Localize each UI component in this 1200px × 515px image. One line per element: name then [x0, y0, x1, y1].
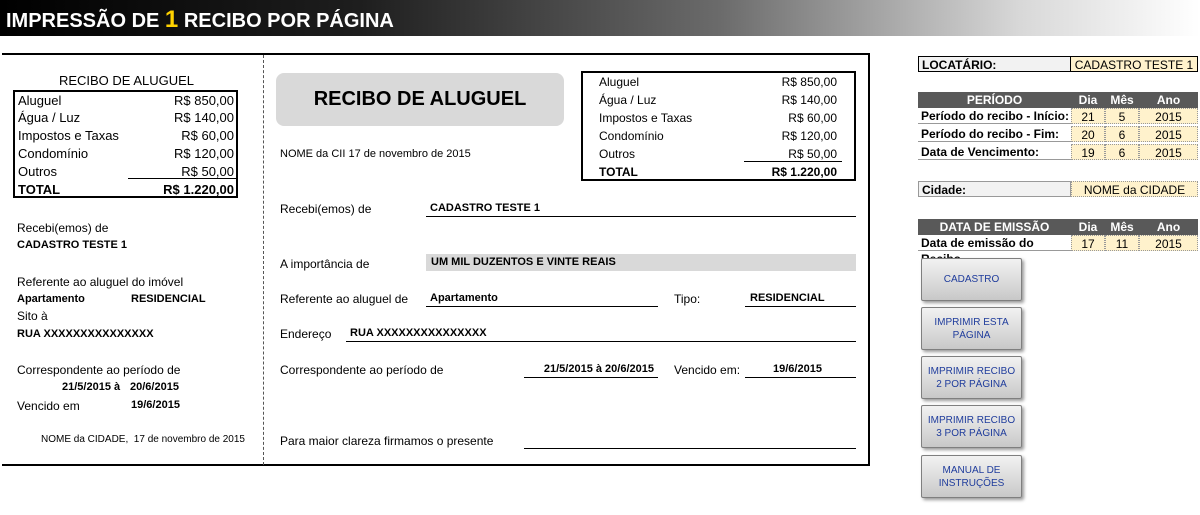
receipt-row: Outros R$ 50,00 — [599, 147, 837, 161]
due-year-input[interactable]: 2015 — [1139, 144, 1198, 160]
period-label: Correspondente ao período de — [280, 363, 444, 377]
page-header — [0, 0, 1200, 36]
start-label: Período do recibo - Início: — [918, 108, 1071, 124]
amount-words-field: UM MIL DUZENTOS E VINTE REAIS — [426, 254, 856, 271]
stub-located-label: Sito à — [17, 309, 48, 323]
end-month-input[interactable]: 6 — [1105, 126, 1139, 142]
receipt-row: Água / Luz R$ 140,00 — [599, 93, 837, 107]
receipt-total-row: TOTAL R$ 1.220,00 — [599, 165, 837, 179]
stub-due-label: Vencido em — [17, 399, 80, 413]
type-label: Tipo: — [674, 292, 701, 306]
receipt-sum-line — [744, 161, 842, 162]
stub-row: Outros R$ 50,00 — [18, 164, 234, 179]
due-day-input[interactable]: 19 — [1071, 144, 1105, 160]
emission-year-input[interactable]: 2015 — [1139, 235, 1198, 251]
city-input[interactable]: NOME da CIDADE — [1071, 181, 1198, 197]
period-col-month: Mês — [1105, 92, 1139, 108]
emission-month-input[interactable]: 11 — [1105, 235, 1139, 251]
stub-due-date: 19/6/2015 — [131, 399, 180, 411]
stub-total-row: TOTAL R$ 1.220,00 — [18, 182, 234, 197]
period-field: 21/5/2015 à 20/6/2015 — [524, 363, 658, 378]
amount-label: A importância de — [280, 257, 370, 271]
stub-row: Água / Luz R$ 140,00 — [18, 110, 234, 125]
receipt-city-date: NOME da CII 17 de novembro de 2015 — [280, 148, 471, 160]
signature-line — [524, 433, 856, 449]
print-3-per-page-button[interactable]: IMPRIMIR RECIBO 3 POR PÁGINA — [921, 405, 1022, 448]
emission-col-year: Ano — [1139, 219, 1198, 235]
property-kind-field: RESIDENCIAL — [745, 292, 856, 307]
print-page-button[interactable]: IMPRIMIR ESTA PÁGINA — [921, 307, 1022, 350]
tenant-field: CADASTRO TESTE 1 — [426, 202, 856, 217]
stub-city-date: NOME da CIDADE, 17 de novembro de 2015 — [41, 434, 245, 445]
clarity-label: Para maior clareza firmamos o presente — [280, 434, 494, 448]
emission-col-day: Dia — [1071, 219, 1105, 235]
stub-ref-label: Referente ao aluguel do imóvel — [17, 275, 184, 289]
cut-line — [263, 55, 264, 465]
due-label-panel: Data de Vencimento: — [918, 144, 1071, 160]
receipts-per-page-number: 1 — [164, 6, 179, 33]
due-label: Vencido em: — [674, 363, 741, 377]
stub-property-type: Apartamento — [17, 293, 85, 305]
due-date-field: 19/6/2015 — [745, 363, 856, 378]
end-year-input[interactable]: 2015 — [1139, 126, 1198, 142]
property-type-field: Apartamento — [426, 292, 658, 307]
emission-header: DATA DE EMISSÃO — [918, 219, 1071, 235]
period-header: PERÍODO — [918, 92, 1071, 108]
stub-row: Impostos e Taxas R$ 60,00 — [18, 128, 234, 143]
received-label: Recebi(emos) de — [280, 202, 372, 216]
receipt-row: Condomínio R$ 120,00 — [599, 129, 837, 143]
stub-period-start: 21/5/2015 à — [62, 381, 121, 393]
city-label: Cidade: — [918, 181, 1071, 197]
emission-label: Data de emissão do — [918, 235, 1071, 251]
end-label: Período do recibo - Fim: — [918, 126, 1071, 142]
emission-col-month: Mês — [1105, 219, 1139, 235]
stub-sum-line — [128, 178, 236, 179]
start-day-input[interactable]: 21 — [1071, 108, 1105, 124]
period-col-year: Ano — [1139, 92, 1198, 108]
ref-label: Referente ao aluguel de — [280, 292, 409, 306]
tenant-input[interactable]: CADASTRO TESTE 1 — [1071, 56, 1198, 72]
receipt-row: Aluguel R$ 850,00 — [599, 75, 837, 89]
period-col-day: Dia — [1071, 92, 1105, 108]
end-day-input[interactable]: 20 — [1071, 126, 1105, 142]
control-panel — [918, 54, 1198, 254]
start-month-input[interactable]: 5 — [1105, 108, 1139, 124]
stub-address: RUA XXXXXXXXXXXXXXX — [17, 328, 154, 340]
start-year-input[interactable]: 2015 — [1139, 108, 1198, 124]
stub-period-end: 20/6/2015 — [130, 381, 179, 393]
manual-button[interactable]: MANUAL DE INSTRUÇÕES — [921, 455, 1022, 498]
stub-period-label: Correspondente ao período de — [17, 363, 181, 377]
address-field: RUA XXXXXXXXXXXXXXX — [346, 327, 856, 342]
tenant-label: LOCATÁRIO: — [918, 56, 1071, 72]
receipt-row: Impostos e Taxas R$ 60,00 — [599, 111, 837, 125]
address-label: Endereço — [280, 327, 332, 341]
stub-title: RECIBO DE ALUGUEL — [58, 73, 195, 88]
emission-day-input[interactable]: 17 — [1071, 235, 1105, 251]
stub-values-table — [13, 90, 238, 198]
cadastro-button[interactable]: CADASTRO — [921, 258, 1022, 301]
stub-received-label: Recebi(emos) de — [17, 221, 109, 235]
receipt-values-table — [581, 71, 856, 181]
due-month-input[interactable]: 6 — [1105, 144, 1139, 160]
print-2-per-page-button[interactable]: IMPRIMIR RECIBO 2 POR PÁGINA — [921, 356, 1022, 399]
receipt-title: RECIBO DE ALUGUEL — [276, 73, 564, 126]
stub-property-kind: RESIDENCIAL — [131, 293, 206, 305]
page-title: IMPRESSÃO DE 1 RECIBO POR PÁGINA — [6, 6, 394, 33]
stub-tenant: CADASTRO TESTE 1 — [17, 239, 128, 251]
stub-row: Condomínio R$ 120,00 — [18, 146, 234, 161]
stub-row: Aluguel R$ 850,00 — [18, 93, 234, 108]
